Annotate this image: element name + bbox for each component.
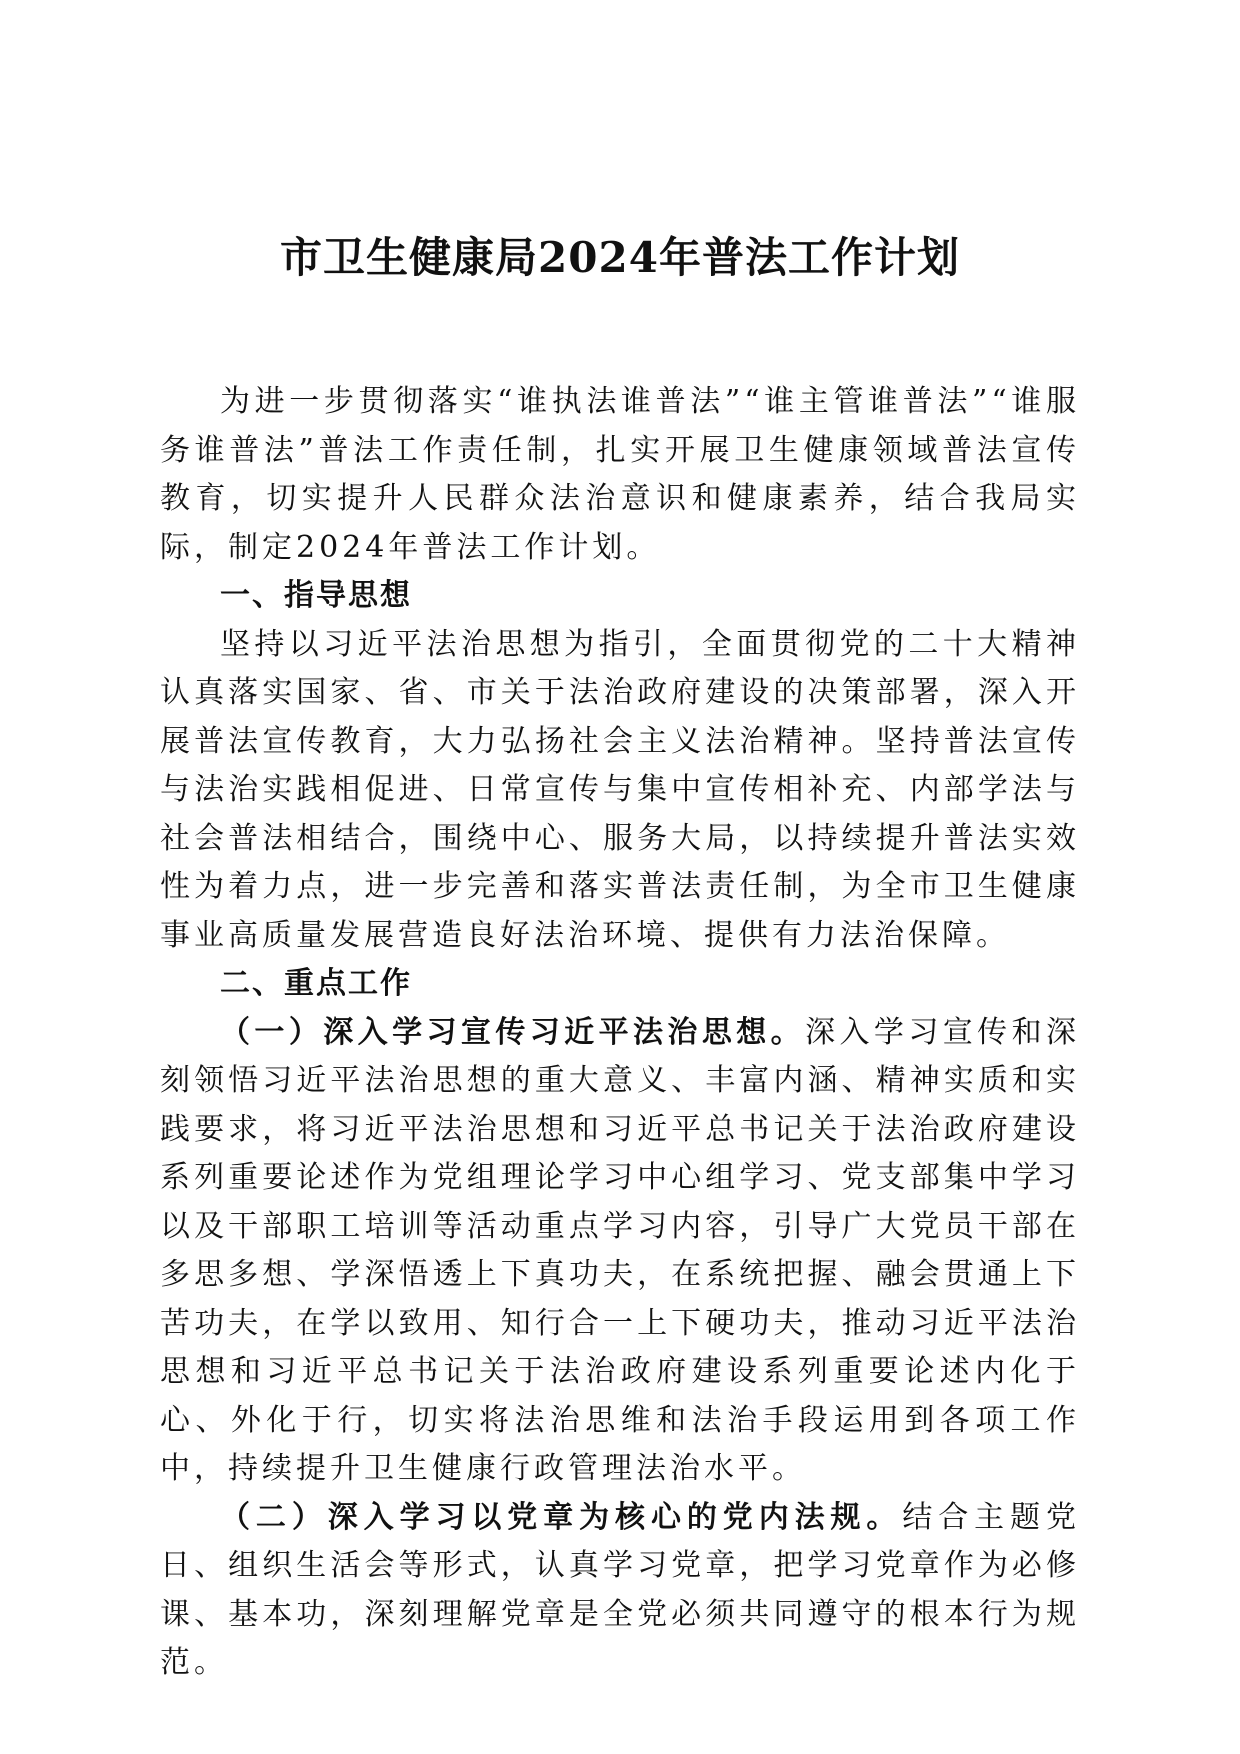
key-work-item-2-lead: （二）深入学习以党章为核心的党内法规。 xyxy=(220,1499,903,1535)
key-work-item-1-body: 深入学习宣传和深刻领悟习近平法治思想的重大意义、丰富内涵、精神实质和实践要求，将习近平法治思想和习近平总书记关于法治政府建设系列重要论述作为党组理论学习中心组学习、党支部集中学习以及干部职工培训等活动重点学习内容，引导广大党员干部在多思多想、学深悟透上下真功夫，在系统把握、融会贯通上下苦功夫，在学以致用、知行合一上下硬功夫，推动习近平法治思想和习近平总书记关于法治政府建设系列重要论述内化于心、外化于行，切实将法治思维和法治手段运用到各项工作中，持续提升卫生健康行政管理法治水平。 xyxy=(160,1014,1081,1486)
section-heading-key-work: 二、重点工作 xyxy=(220,966,412,1001)
section-heading-guiding-ideology: 一、指导思想 xyxy=(220,578,412,613)
key-work-item-2-body: 结合主题党日、组织生活会等形式，认真学习党章，把学习党章作为必修课、基本功，深刻理解党章是全党必须共同遵守的根本行为规范。 xyxy=(160,1499,1081,1680)
key-work-item-2 xyxy=(160,1494,1080,1688)
key-work-item-1 xyxy=(160,1009,1080,1494)
guiding-ideology-paragraph: 坚持以习近平法治思想为指引，全面贯彻党的二十大精神认真落实国家、省、市关于法治政府建设的决策部署，深入开展普法宣传教育，大力弘扬社会主义法治精神。坚持普法宣传与法治实践相促进、日常宣传与集中宣传相补充、内部学法与社会普法相结合，围绕中心、服务大局，以持续提升普法实效性为着力点，进一步完善和落实普法责任制，为全市卫生健康事业高质量发展营造良好法治环境、提供有力法治保障。 xyxy=(160,626,1080,953)
document-title: 市卫生健康局2024年普法工作计划 xyxy=(280,233,960,282)
document-body xyxy=(160,378,1080,1688)
key-work-item-1-lead: （一）深入学习宣传习近平法治思想。 xyxy=(220,1014,806,1050)
intro-paragraph: 为进一步贯彻落实“谁执法谁普法”“谁主管谁普法”“谁服务谁普法”普法工作责任制，扎实开展卫生健康领域普法宣传教育，切实提升人民群众法治意识和健康素养，结合我局实际，制定2024年普法工作计划。 xyxy=(160,384,1080,565)
